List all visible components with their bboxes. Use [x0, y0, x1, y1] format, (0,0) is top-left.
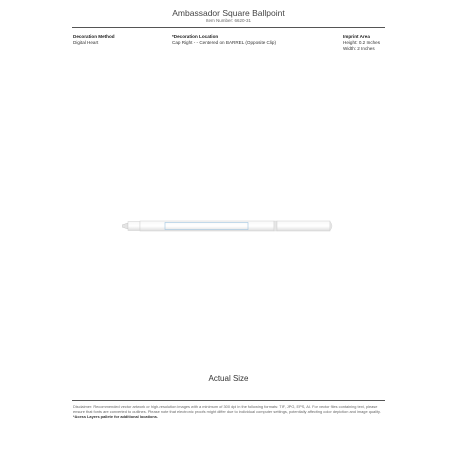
page-title: Ambassador Square Ballpoint [172, 8, 285, 18]
actual-size-label: Actual Size [208, 374, 249, 383]
decoration-location-value: Cap Right - - Centered on BARREL (Opposite Clip) [172, 40, 276, 45]
pen-grip [128, 222, 140, 231]
disclaimer-text: Disclaimer: Recommended vector artwork or high-resolution images with a minimum of 300 dpi in the following formats: TIF, JPG, EPS, AI. For vector files containing text, please ensure that fonts are converted to outlines. Please note that electronic proofs might differ due to individual computer settings, potentially affecting color depiction and image quality. [73, 404, 381, 414]
pen-cap-end [330, 222, 332, 231]
pen-tip [122, 223, 128, 229]
pen-image [122, 219, 334, 233]
imprint-area-height: Height: 0.2 Inches [343, 40, 381, 45]
imprint-area-width: Width: 2 Inches [343, 46, 375, 51]
decoration-method-value: Digital Heart [73, 40, 99, 45]
footer-divider [72, 400, 385, 401]
decoration-method-section [73, 34, 115, 46]
header-divider [72, 27, 385, 28]
item-number: Item Number: 6620-31 [205, 18, 252, 23]
layers-note: *Acess Layers pallete for additional locations. [73, 414, 158, 419]
pen-band [274, 221, 277, 231]
disclaimer [73, 404, 385, 419]
imprint-area-label: Imprint Area [343, 34, 370, 39]
pen-cap [277, 221, 330, 231]
decoration-location-label: *Decoration Location [172, 34, 219, 39]
decoration-location-section [172, 34, 276, 46]
imprint-area-section [343, 34, 380, 52]
decoration-method-label: Decoration Method [73, 34, 115, 39]
